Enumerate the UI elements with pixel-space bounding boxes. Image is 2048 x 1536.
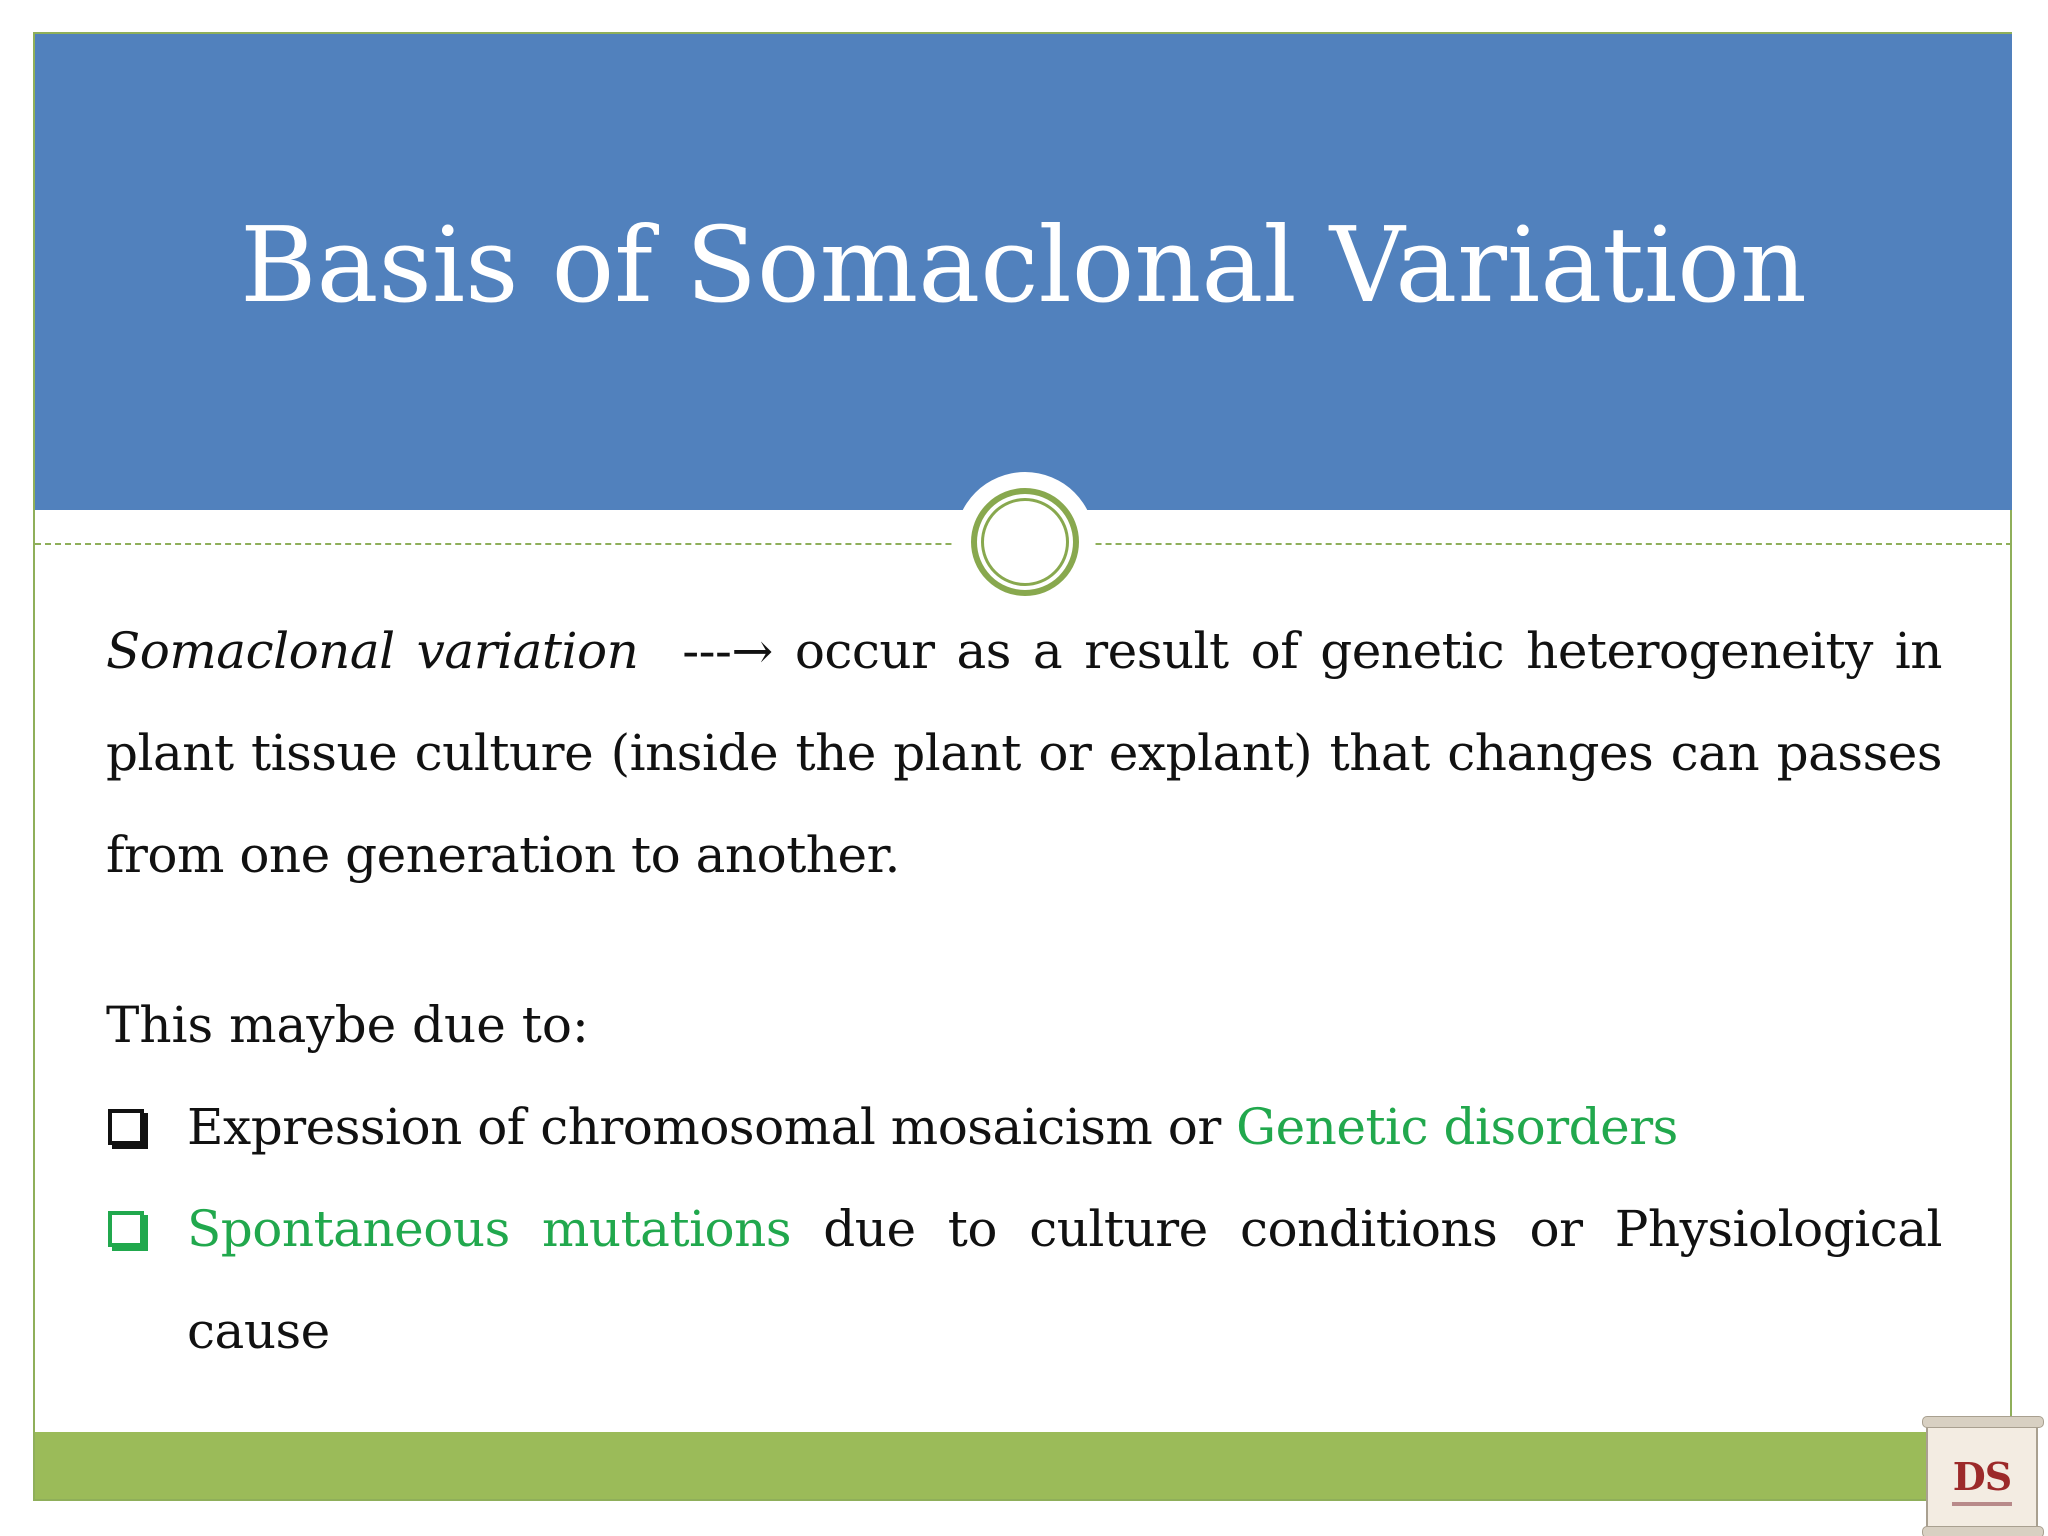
intro-text: This maybe due to:: [106, 996, 589, 1054]
divider-ring-inner: [981, 498, 1069, 586]
logo-mark: DS: [1952, 1454, 2012, 1499]
scroll-roll-top: [1922, 1416, 2044, 1428]
footer-bar: [35, 1432, 2012, 1499]
scroll-roll-bottom: [1922, 1526, 2044, 1536]
definition-text: occur as a result of genetic heterogeneity in plant tissue culture (inside the plant or explant) that changes can passes from one generation to another.: [106, 622, 1942, 884]
bullet-highlight: Spontaneous mutations: [187, 1200, 792, 1258]
logo-subline: [1952, 1502, 2012, 1506]
checkbox-bullet-icon: [108, 1211, 144, 1247]
slide-content: [106, 600, 1942, 1382]
checkbox-bullet-icon: [108, 1109, 144, 1145]
definition-arrow: ---→: [682, 622, 773, 680]
definition-paragraph: [106, 600, 1942, 906]
slide-title: Basis of Somaclonal Variation: [240, 204, 1807, 326]
cause-list: [106, 1076, 1942, 1382]
list-item: [106, 1076, 1942, 1178]
bullet-highlight: Genetic disorders: [1236, 1098, 1678, 1156]
definition-term: Somaclonal variation: [106, 622, 639, 680]
list-item: [106, 1178, 1942, 1382]
logo: [1926, 1418, 2038, 1536]
bullet-text: Expression of chromosomal mosaicism or: [187, 1098, 1237, 1156]
bullet-text: due to culture conditions or Physiological cause: [187, 1200, 1943, 1360]
